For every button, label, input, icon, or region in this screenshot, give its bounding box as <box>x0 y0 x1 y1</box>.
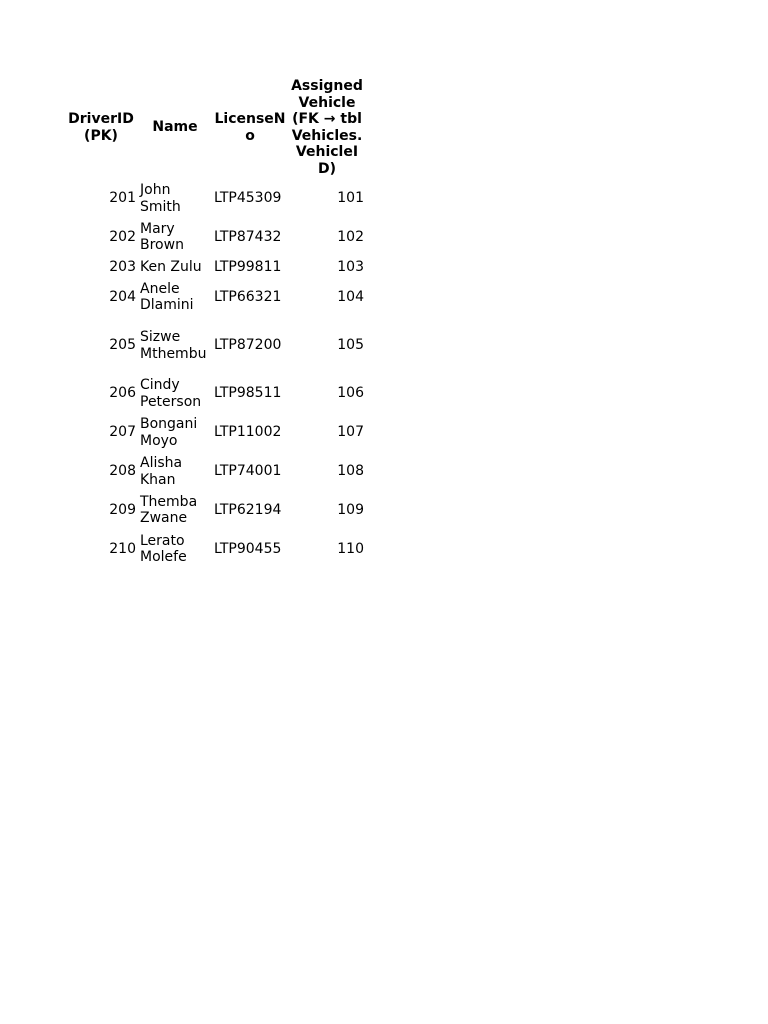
table-row <box>64 530 366 568</box>
cell-vehicle: 103 <box>337 258 364 275</box>
cell-name: Cindy Peterson <box>140 377 202 410</box>
table-row <box>64 278 366 316</box>
cell-driver-id: 204 <box>109 288 136 305</box>
cell-name: Anele Dlamini <box>140 280 194 313</box>
cell-name: Ken Zulu <box>140 258 202 275</box>
cell-name: Themba Zwane <box>140 493 198 526</box>
cell-license-no: LTP66321 <box>214 288 282 305</box>
cell-name: Bongani Moyo <box>140 416 198 449</box>
cell-license-no: LTP74001 <box>214 463 282 480</box>
cell-vehicle: 106 <box>337 385 364 402</box>
header-driver-id: DriverID (PK) <box>68 111 134 144</box>
cell-license-no: LTP62194 <box>214 501 282 518</box>
cell-driver-id: 203 <box>109 258 136 275</box>
cell-driver-id: 205 <box>109 337 136 354</box>
cell-driver-id: 209 <box>109 501 136 518</box>
cell-driver-id: 201 <box>109 190 136 207</box>
cell-license-no: LTP11002 <box>214 424 282 441</box>
table-row <box>64 179 366 218</box>
header-row <box>64 76 366 179</box>
cell-name: Sizwe Mthembu <box>140 329 207 362</box>
cell-vehicle: 104 <box>337 288 364 305</box>
table-row <box>64 375 366 412</box>
cell-name: Lerato Molefe <box>140 532 187 565</box>
cell-license-no: LTP87200 <box>214 337 282 354</box>
cell-driver-id: 210 <box>109 540 136 557</box>
cell-name: Alisha Khan <box>140 455 183 488</box>
table-row <box>64 412 366 453</box>
cell-driver-id: 207 <box>109 424 136 441</box>
cell-driver-id: 202 <box>109 228 136 245</box>
table-row <box>64 316 366 375</box>
cell-vehicle: 102 <box>337 228 364 245</box>
table-row <box>64 490 366 530</box>
cell-vehicle: 108 <box>337 463 364 480</box>
cell-license-no: LTP45309 <box>214 190 282 207</box>
cell-license-no: LTP90455 <box>214 540 282 557</box>
cell-name: John Smith <box>140 182 181 215</box>
cell-vehicle: 101 <box>337 190 364 207</box>
table-row <box>64 218 366 256</box>
cell-vehicle: 110 <box>337 540 364 557</box>
table-row <box>64 453 366 490</box>
cell-license-no: LTP87432 <box>214 228 282 245</box>
cell-vehicle: 105 <box>337 337 364 354</box>
cell-driver-id: 208 <box>109 463 136 480</box>
header-assigned-vehicle: Assigned Vehicle (FK → tblVehicles.VehicleID) <box>291 78 363 177</box>
cell-driver-id: 206 <box>109 385 136 402</box>
cell-license-no: LTP99811 <box>214 258 282 275</box>
cell-license-no: LTP98511 <box>214 385 282 402</box>
header-name: Name <box>152 119 198 136</box>
header-license-no: LicenseNo <box>214 111 286 144</box>
cell-vehicle: 107 <box>337 424 364 441</box>
cell-name: Mary Brown <box>140 220 184 253</box>
cell-vehicle: 109 <box>337 501 364 518</box>
drivers-table <box>64 76 366 568</box>
table-row <box>64 256 366 278</box>
